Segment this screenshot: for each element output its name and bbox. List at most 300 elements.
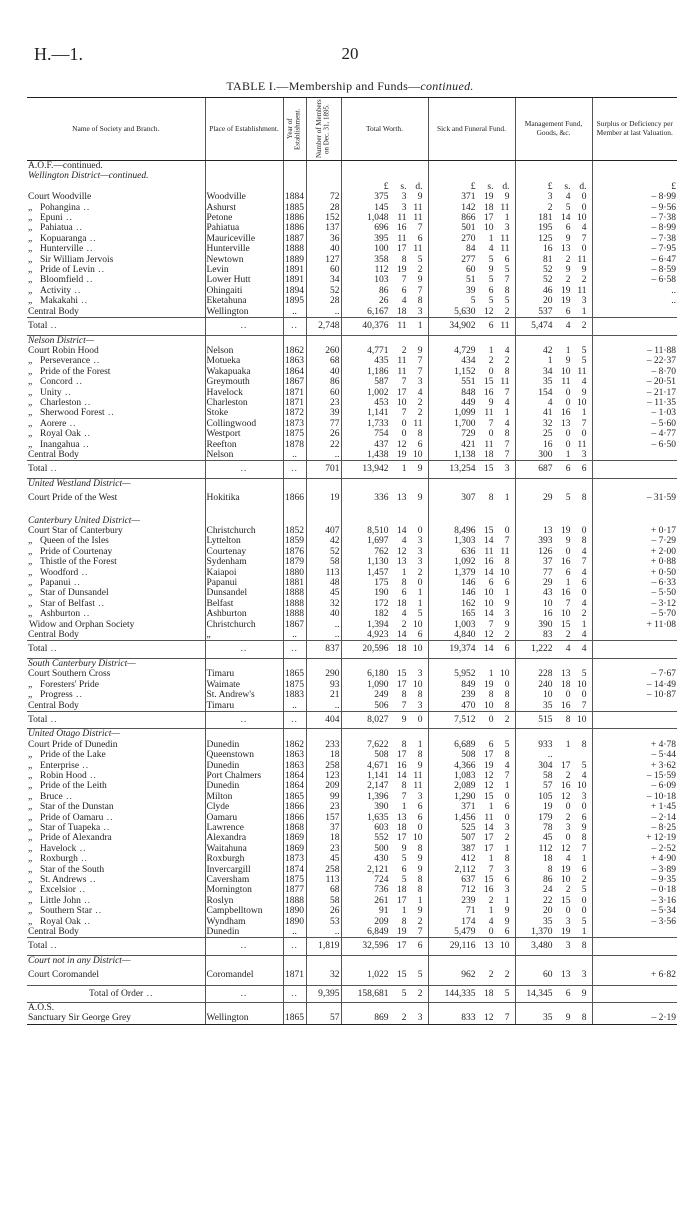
management-fund-pence: 3 bbox=[581, 791, 587, 802]
sick-funeral-fund-pounds: 5,952 bbox=[454, 669, 476, 680]
management-fund-shillings: 18 bbox=[561, 679, 571, 690]
surplus-per-member: – 20·51 bbox=[592, 377, 677, 387]
sick-funeral-fund-pence: 1 bbox=[504, 843, 510, 854]
total-worth bbox=[341, 275, 428, 285]
management-fund bbox=[515, 680, 592, 690]
management-fund bbox=[515, 865, 592, 875]
branch-name-text: Court Robin Hood bbox=[28, 345, 99, 356]
sick-funeral-fund-pounds: 277 bbox=[461, 254, 476, 265]
branch-name bbox=[27, 1013, 205, 1024]
leader-dots: .. bbox=[80, 916, 92, 927]
total-label-text: Total of Order bbox=[89, 988, 144, 999]
management-fund bbox=[515, 1013, 592, 1024]
header-place: Place of Establishment. bbox=[205, 98, 283, 161]
empty-cell bbox=[592, 478, 677, 489]
total-worth-pence: 1 bbox=[417, 321, 423, 332]
sick-funeral-fund-pounds: 4,729 bbox=[454, 345, 476, 356]
management-fund bbox=[515, 244, 592, 254]
section-label: Canterbury United District— bbox=[28, 515, 140, 526]
management-fund-pounds: 181 bbox=[538, 213, 553, 224]
branch-name bbox=[27, 223, 205, 233]
management-fund bbox=[515, 192, 592, 202]
place-of-establishment: Roslyn bbox=[205, 896, 283, 906]
member-count: 45 bbox=[306, 854, 341, 864]
management-fund bbox=[515, 223, 592, 233]
empty-cell bbox=[283, 1003, 306, 1014]
total-worth-pence: 11 bbox=[413, 244, 423, 255]
sick-funeral-fund bbox=[428, 927, 515, 938]
management-fund-shillings: 19 bbox=[561, 296, 571, 307]
leader-dots: .. bbox=[47, 941, 58, 952]
total-worth-shillings: 14 bbox=[397, 630, 407, 641]
surplus-per-member: – 3·12 bbox=[592, 599, 677, 609]
branch-name-text: Widow and Orphan Society bbox=[29, 619, 135, 630]
management-fund-pounds: 300 bbox=[538, 449, 553, 460]
sick-funeral-fund bbox=[428, 690, 515, 700]
total-worth-pence: 8 bbox=[417, 429, 423, 440]
management-fund-shillings: 0 bbox=[565, 546, 571, 557]
member-count: 233 bbox=[306, 740, 341, 750]
branch-name-text: Robin Hood bbox=[40, 770, 87, 781]
sick-funeral-fund-pounds: 434 bbox=[461, 356, 476, 367]
sick-funeral-fund-pence: 8 bbox=[504, 690, 510, 701]
leader-dots: .. bbox=[291, 321, 298, 332]
branch-row bbox=[27, 669, 677, 679]
sick-funeral-fund-pence: 9 bbox=[504, 598, 510, 609]
branch-name-text: Pride of the Lake bbox=[40, 750, 106, 761]
sick-funeral-fund-pence: 2 bbox=[504, 630, 510, 641]
surplus-per-member: – 11·35 bbox=[592, 398, 677, 408]
empty-cell bbox=[592, 729, 677, 740]
branch-name-text: Royal Oak bbox=[40, 429, 81, 440]
total-worth-pence: 7 bbox=[417, 927, 423, 938]
branch-name bbox=[27, 680, 205, 690]
surplus-per-member: + 12·19 bbox=[592, 833, 677, 843]
total-worth bbox=[341, 792, 428, 802]
member-count: 19 bbox=[306, 489, 341, 507]
management-fund-shillings: 0 bbox=[565, 387, 571, 398]
sick-funeral-fund-shillings: 18 bbox=[484, 449, 494, 460]
sick-funeral-fund-shillings: 16 bbox=[484, 885, 494, 896]
place-of-establishment: Ashburton bbox=[205, 609, 283, 619]
management-fund-pounds: 228 bbox=[538, 669, 553, 680]
total-worth bbox=[341, 854, 428, 864]
total-worth bbox=[341, 938, 428, 955]
sick-funeral-fund-pence: 4 bbox=[504, 760, 510, 771]
management-fund-pence: 4 bbox=[581, 377, 587, 388]
total-worth-pence: 9 bbox=[417, 906, 423, 917]
total-worth-pence: 0 bbox=[417, 578, 423, 589]
total-worth bbox=[341, 388, 428, 398]
place-of-establishment: Havelock bbox=[205, 388, 283, 398]
member-count: 68 bbox=[306, 885, 341, 895]
total-worth-shillings: 17 bbox=[397, 244, 407, 255]
branch-name bbox=[27, 750, 205, 760]
management-fund bbox=[515, 792, 592, 802]
total-worth-shillings: 4 bbox=[401, 536, 407, 547]
sick-funeral-fund bbox=[428, 854, 515, 864]
branch-name-text: Star of the South bbox=[40, 864, 105, 875]
management-fund-pounds: 41 bbox=[543, 408, 553, 419]
sick-funeral-fund-pounds: 1,290 bbox=[454, 791, 476, 802]
place-of-establishment: Coromandel bbox=[205, 966, 283, 985]
sick-funeral-fund-pounds: 387 bbox=[461, 843, 476, 854]
section-label-row bbox=[27, 478, 677, 489]
sick-funeral-fund-pounds: 729 bbox=[461, 429, 476, 440]
sick-funeral-fund-pounds: 165 bbox=[461, 609, 476, 620]
surplus-per-member: – 6·47 bbox=[592, 255, 677, 265]
member-count: 152 bbox=[306, 213, 341, 223]
sick-funeral-fund-pence: 4 bbox=[504, 345, 510, 356]
sick-funeral-fund-pounds: 51 bbox=[466, 275, 476, 286]
total-worth-pounds: 508 bbox=[374, 750, 389, 761]
sick-funeral-fund bbox=[428, 388, 515, 398]
management-fund-pounds: 25 bbox=[543, 429, 553, 440]
branch-name-text: Pahiatua bbox=[40, 223, 73, 234]
section-label: Wellington District—continued. bbox=[28, 171, 149, 182]
sick-funeral-fund-shillings: 0 bbox=[488, 714, 494, 725]
total-worth bbox=[341, 296, 428, 306]
total-members: 837 bbox=[306, 641, 341, 658]
sick-funeral-fund-shillings: 12 bbox=[484, 781, 494, 792]
management-fund bbox=[515, 419, 592, 429]
place-of-establishment: Kaiapoi bbox=[205, 568, 283, 578]
sick-funeral-fund bbox=[428, 802, 515, 812]
sick-funeral-fund-shillings: 5 bbox=[488, 296, 494, 307]
member-count: 127 bbox=[306, 255, 341, 265]
member-count: 77 bbox=[306, 419, 341, 429]
sick-funeral-fund-pence: 5 bbox=[504, 988, 510, 999]
total-worth-shillings: 3 bbox=[401, 192, 407, 203]
management-fund bbox=[515, 854, 592, 864]
management-fund-shillings: 9 bbox=[565, 536, 571, 547]
total-year bbox=[283, 641, 306, 658]
branch-name-text: Enterprise bbox=[40, 760, 80, 771]
management-fund-pence: 2 bbox=[581, 275, 587, 286]
empty-cell bbox=[27, 508, 205, 516]
total-worth-shillings: 12 bbox=[397, 546, 407, 557]
sick-funeral-fund-pounds: 1,003 bbox=[454, 619, 476, 630]
year-established: 1871 bbox=[285, 397, 304, 408]
total-worth-shillings: 6 bbox=[401, 285, 407, 296]
place-of-establishment: Lower Hutt bbox=[205, 275, 283, 285]
management-fund-pence: 6 bbox=[581, 864, 587, 875]
surplus-per-member: – 6·50 bbox=[592, 440, 677, 450]
total-worth-pounds: 190 bbox=[374, 588, 389, 599]
total-worth-pence: 6 bbox=[417, 802, 423, 813]
branch-name-text: Havelock bbox=[40, 843, 77, 854]
leader-dots: .. bbox=[83, 244, 94, 255]
sick-funeral-fund-pounds: 270 bbox=[461, 233, 476, 244]
surplus-per-member: + 11·08 bbox=[592, 620, 677, 630]
total-worth-pence: 6 bbox=[417, 941, 423, 952]
management-fund-pounds: 16 bbox=[543, 609, 553, 620]
year-established: 1874 bbox=[285, 864, 304, 875]
total-worth-pounds: 20,596 bbox=[362, 644, 389, 655]
sick-funeral-fund-pence: 0 bbox=[504, 526, 510, 536]
total-worth-shillings: 7 bbox=[401, 408, 407, 419]
total-worth-pounds: 500 bbox=[374, 843, 389, 854]
sick-funeral-fund-pence: 2 bbox=[504, 356, 510, 367]
sick-funeral-fund-shillings: 15 bbox=[484, 464, 494, 475]
sick-funeral-fund bbox=[428, 346, 515, 356]
total-worth-shillings: 11 bbox=[397, 213, 407, 224]
sick-funeral-fund-pence: 7 bbox=[504, 536, 510, 547]
branch-name bbox=[27, 419, 205, 429]
branch-name bbox=[27, 875, 205, 885]
total-worth-pounds: 724 bbox=[374, 875, 389, 885]
total-worth-shillings: 15 bbox=[397, 970, 407, 981]
total-worth-shillings: 4 bbox=[401, 296, 407, 307]
management-fund-pence: 9 bbox=[581, 822, 587, 833]
management-fund-pounds: 35 bbox=[543, 700, 553, 711]
sick-funeral-fund-pence: 6 bbox=[504, 802, 510, 813]
section-label: South Canterbury District— bbox=[28, 658, 136, 669]
sick-funeral-fund bbox=[428, 450, 515, 461]
surplus-empty bbox=[592, 938, 677, 955]
total-worth-pence: 9 bbox=[417, 345, 423, 356]
member-count: 40 bbox=[306, 367, 341, 377]
total-label-text: Total bbox=[28, 714, 48, 725]
sick-funeral-fund bbox=[428, 568, 515, 578]
branch-name-text: Bloomfield bbox=[40, 275, 84, 286]
units-total-worth bbox=[341, 182, 428, 192]
total-worth-pounds: 158,681 bbox=[357, 988, 389, 999]
management-fund-pence: 5 bbox=[581, 356, 587, 367]
branch-name-text: Roxburgh bbox=[40, 854, 78, 865]
place-of-establishment: Lawrence bbox=[205, 823, 283, 833]
units-total-worth-d: d. bbox=[415, 181, 423, 192]
surplus-per-member: – 7·38 bbox=[592, 213, 677, 223]
total-worth-pence: 7 bbox=[417, 285, 423, 296]
total-worth-pence: 9 bbox=[417, 493, 423, 504]
sick-funeral-fund-shillings: 19 bbox=[484, 192, 494, 203]
sick-funeral-fund-pounds: 833 bbox=[461, 1013, 476, 1024]
management-fund-pence: 10 bbox=[577, 781, 587, 792]
branch-name bbox=[27, 630, 205, 641]
sick-funeral-fund bbox=[428, 750, 515, 760]
sick-funeral-fund-pounds: 1,152 bbox=[454, 366, 476, 377]
place-of-establishment: Hokitika bbox=[205, 489, 283, 507]
place-of-establishment: Ashurst bbox=[205, 203, 283, 213]
surplus-per-member: – 7·29 bbox=[592, 536, 677, 546]
branch-row bbox=[27, 680, 677, 690]
management-fund-shillings: 17 bbox=[561, 760, 571, 771]
total-worth bbox=[341, 255, 428, 265]
header-surplus: Surplus or Deficiency per Member at last Valuation. bbox=[592, 98, 677, 161]
empty-cell bbox=[341, 1003, 428, 1014]
total-label-text: Total bbox=[28, 464, 48, 475]
member-count: 53 bbox=[306, 917, 341, 927]
empty-cell bbox=[205, 729, 283, 740]
year-established: 1864 bbox=[285, 781, 304, 792]
management-fund-shillings: 10 bbox=[561, 875, 571, 885]
sick-funeral-fund-pounds: 60 bbox=[466, 265, 476, 276]
sick-funeral-fund bbox=[428, 813, 515, 823]
place-of-establishment: Reefton bbox=[205, 440, 283, 450]
empty-cell bbox=[306, 658, 341, 669]
header-year: Year of Establishment. bbox=[283, 98, 306, 161]
year-established: 1895 bbox=[285, 296, 304, 307]
management-fund bbox=[515, 377, 592, 387]
sick-funeral-fund-shillings: 15 bbox=[484, 526, 494, 536]
leader-dots: .. bbox=[240, 941, 248, 952]
management-fund-pounds: 77 bbox=[543, 567, 553, 578]
place-of-establishment: Westport bbox=[205, 429, 283, 439]
total-worth-pence: 8 bbox=[417, 690, 423, 701]
management-fund-pence bbox=[571, 750, 587, 760]
total-worth-shillings: 0 bbox=[401, 418, 407, 429]
management-fund-pounds: 52 bbox=[543, 275, 553, 286]
total-worth-shillings: 5 bbox=[401, 854, 407, 865]
management-fund-pounds: 390 bbox=[538, 619, 553, 630]
surplus-per-member: – 9·56 bbox=[592, 203, 677, 213]
sick-funeral-fund-shillings: 4 bbox=[488, 916, 494, 927]
member-count: 258 bbox=[306, 865, 341, 875]
empty-cell bbox=[428, 335, 515, 346]
table-body bbox=[27, 161, 677, 1025]
empty-cell bbox=[283, 516, 306, 526]
total-worth-pence: 3 bbox=[417, 377, 423, 388]
sick-funeral-fund bbox=[428, 275, 515, 285]
management-fund-pounds: 22 bbox=[543, 895, 553, 906]
management-fund-pence: 7 bbox=[581, 557, 587, 568]
leader-dots: .. bbox=[79, 760, 90, 771]
sick-funeral-fund-shillings: 2 bbox=[488, 895, 494, 906]
leader-dots: .. bbox=[104, 408, 115, 419]
branch-name bbox=[27, 588, 205, 598]
total-worth-pence: 2 bbox=[417, 567, 423, 578]
header-sick-funeral: Sick and Funeral Fund. bbox=[428, 98, 515, 161]
total-worth bbox=[341, 346, 428, 356]
management-fund-shillings: 16 bbox=[561, 700, 571, 711]
branch-row bbox=[27, 690, 677, 700]
total-worth-pence: 9 bbox=[417, 464, 423, 475]
empty-cell bbox=[205, 171, 283, 181]
sick-funeral-fund-pounds: 8,496 bbox=[454, 526, 476, 536]
total-worth-pounds: 2,147 bbox=[367, 781, 389, 792]
spacer-row bbox=[27, 508, 677, 516]
member-count: .. bbox=[306, 630, 341, 641]
total-worth-pence: 9 bbox=[417, 275, 423, 286]
sick-funeral-fund-pence: 3 bbox=[504, 864, 510, 875]
sick-funeral-fund bbox=[428, 701, 515, 712]
surplus-per-member: + 0·88 bbox=[592, 557, 677, 567]
leader-dots: .. bbox=[80, 895, 92, 906]
member-count: 23 bbox=[306, 802, 341, 812]
total-worth-pounds: 103 bbox=[374, 275, 389, 286]
management-fund-pounds: 393 bbox=[538, 536, 553, 547]
management-fund bbox=[515, 701, 592, 712]
branch-row bbox=[27, 609, 677, 619]
surplus-per-member: + 0·50 bbox=[592, 568, 677, 578]
member-count: 258 bbox=[306, 761, 341, 771]
empty-cell bbox=[341, 729, 428, 740]
management-fund bbox=[515, 296, 592, 306]
management-fund-shillings: 2 bbox=[565, 885, 571, 896]
management-fund-shillings: 16 bbox=[561, 557, 571, 568]
management-fund bbox=[515, 927, 592, 938]
place-of-establishment: Milton bbox=[205, 792, 283, 802]
leader-dots: .. bbox=[94, 265, 106, 276]
total-members: 701 bbox=[306, 461, 341, 478]
management-fund-shillings: 19 bbox=[561, 526, 571, 536]
sick-funeral-fund-shillings: 8 bbox=[488, 493, 494, 504]
sick-funeral-fund-shillings: 14 bbox=[484, 644, 494, 655]
total-worth-pounds: 395 bbox=[374, 233, 389, 244]
surplus-per-member bbox=[592, 701, 677, 712]
total-worth-pounds: 1,635 bbox=[367, 812, 389, 823]
management-fund-shillings: 10 bbox=[561, 366, 571, 377]
branch-name bbox=[27, 547, 205, 557]
branch-row bbox=[27, 781, 677, 791]
sick-funeral-fund-pence: 2 bbox=[504, 306, 510, 317]
leader-dots: .. bbox=[291, 644, 298, 655]
total-worth-shillings: 14 bbox=[397, 526, 407, 536]
total-place bbox=[205, 938, 283, 955]
table-title-main: TABLE I.—Membership and Funds— bbox=[226, 79, 421, 93]
management-fund bbox=[515, 938, 592, 955]
year-established: 1877 bbox=[285, 885, 304, 896]
branch-row bbox=[27, 192, 677, 202]
management-fund bbox=[515, 609, 592, 619]
empty-cell bbox=[341, 335, 428, 346]
management-fund-pence: 1 bbox=[581, 306, 587, 317]
sick-funeral-fund-shillings: 6 bbox=[488, 739, 494, 750]
sick-funeral-fund-pence: 8 bbox=[504, 285, 510, 296]
place-of-establishment: Motueka bbox=[205, 356, 283, 366]
branch-name bbox=[27, 213, 205, 223]
empty-cell bbox=[428, 516, 515, 526]
management-fund-pounds: 18 bbox=[543, 854, 553, 865]
sick-funeral-fund-pence: 7 bbox=[504, 449, 510, 460]
branch-name-text: Inangahua bbox=[40, 439, 80, 450]
management-fund-shillings: 14 bbox=[561, 213, 571, 224]
year-established: 1891 bbox=[285, 265, 304, 276]
branch-name-text: Pride of Oamaru bbox=[40, 812, 104, 823]
empty-cell bbox=[283, 161, 306, 172]
branch-name bbox=[27, 761, 205, 771]
management-fund-pence: 11 bbox=[577, 285, 587, 296]
management-fund-pounds: 13 bbox=[543, 526, 553, 536]
year-established: 1859 bbox=[285, 536, 304, 547]
surplus-per-member: + 3·62 bbox=[592, 761, 677, 771]
branch-row bbox=[27, 419, 677, 429]
leader-dots: .. bbox=[240, 644, 248, 655]
total-worth-pounds: 696 bbox=[374, 223, 389, 234]
branch-name bbox=[27, 286, 205, 296]
management-fund-pence: 10 bbox=[577, 714, 587, 725]
sick-funeral-fund bbox=[428, 985, 515, 1002]
management-fund bbox=[515, 813, 592, 823]
surplus-per-member: + 2·00 bbox=[592, 547, 677, 557]
branch-name-text: Court Pride of Dunedin bbox=[28, 739, 118, 750]
management-fund bbox=[515, 275, 592, 285]
leader-dots: .. bbox=[81, 397, 92, 408]
surplus-per-member bbox=[592, 630, 677, 641]
branch-name bbox=[27, 917, 205, 927]
year-established: 1885 bbox=[285, 202, 304, 213]
member-count: 26 bbox=[306, 906, 341, 916]
section-label-row bbox=[27, 161, 677, 172]
management-fund bbox=[515, 547, 592, 557]
year-established: 1890 bbox=[285, 916, 304, 927]
empty-cell bbox=[205, 182, 283, 192]
sick-funeral-fund-shillings: 10 bbox=[484, 598, 494, 609]
total-worth-pounds: 453 bbox=[374, 397, 389, 408]
branch-row bbox=[27, 429, 677, 439]
sick-funeral-fund-shillings: 1 bbox=[488, 906, 494, 917]
